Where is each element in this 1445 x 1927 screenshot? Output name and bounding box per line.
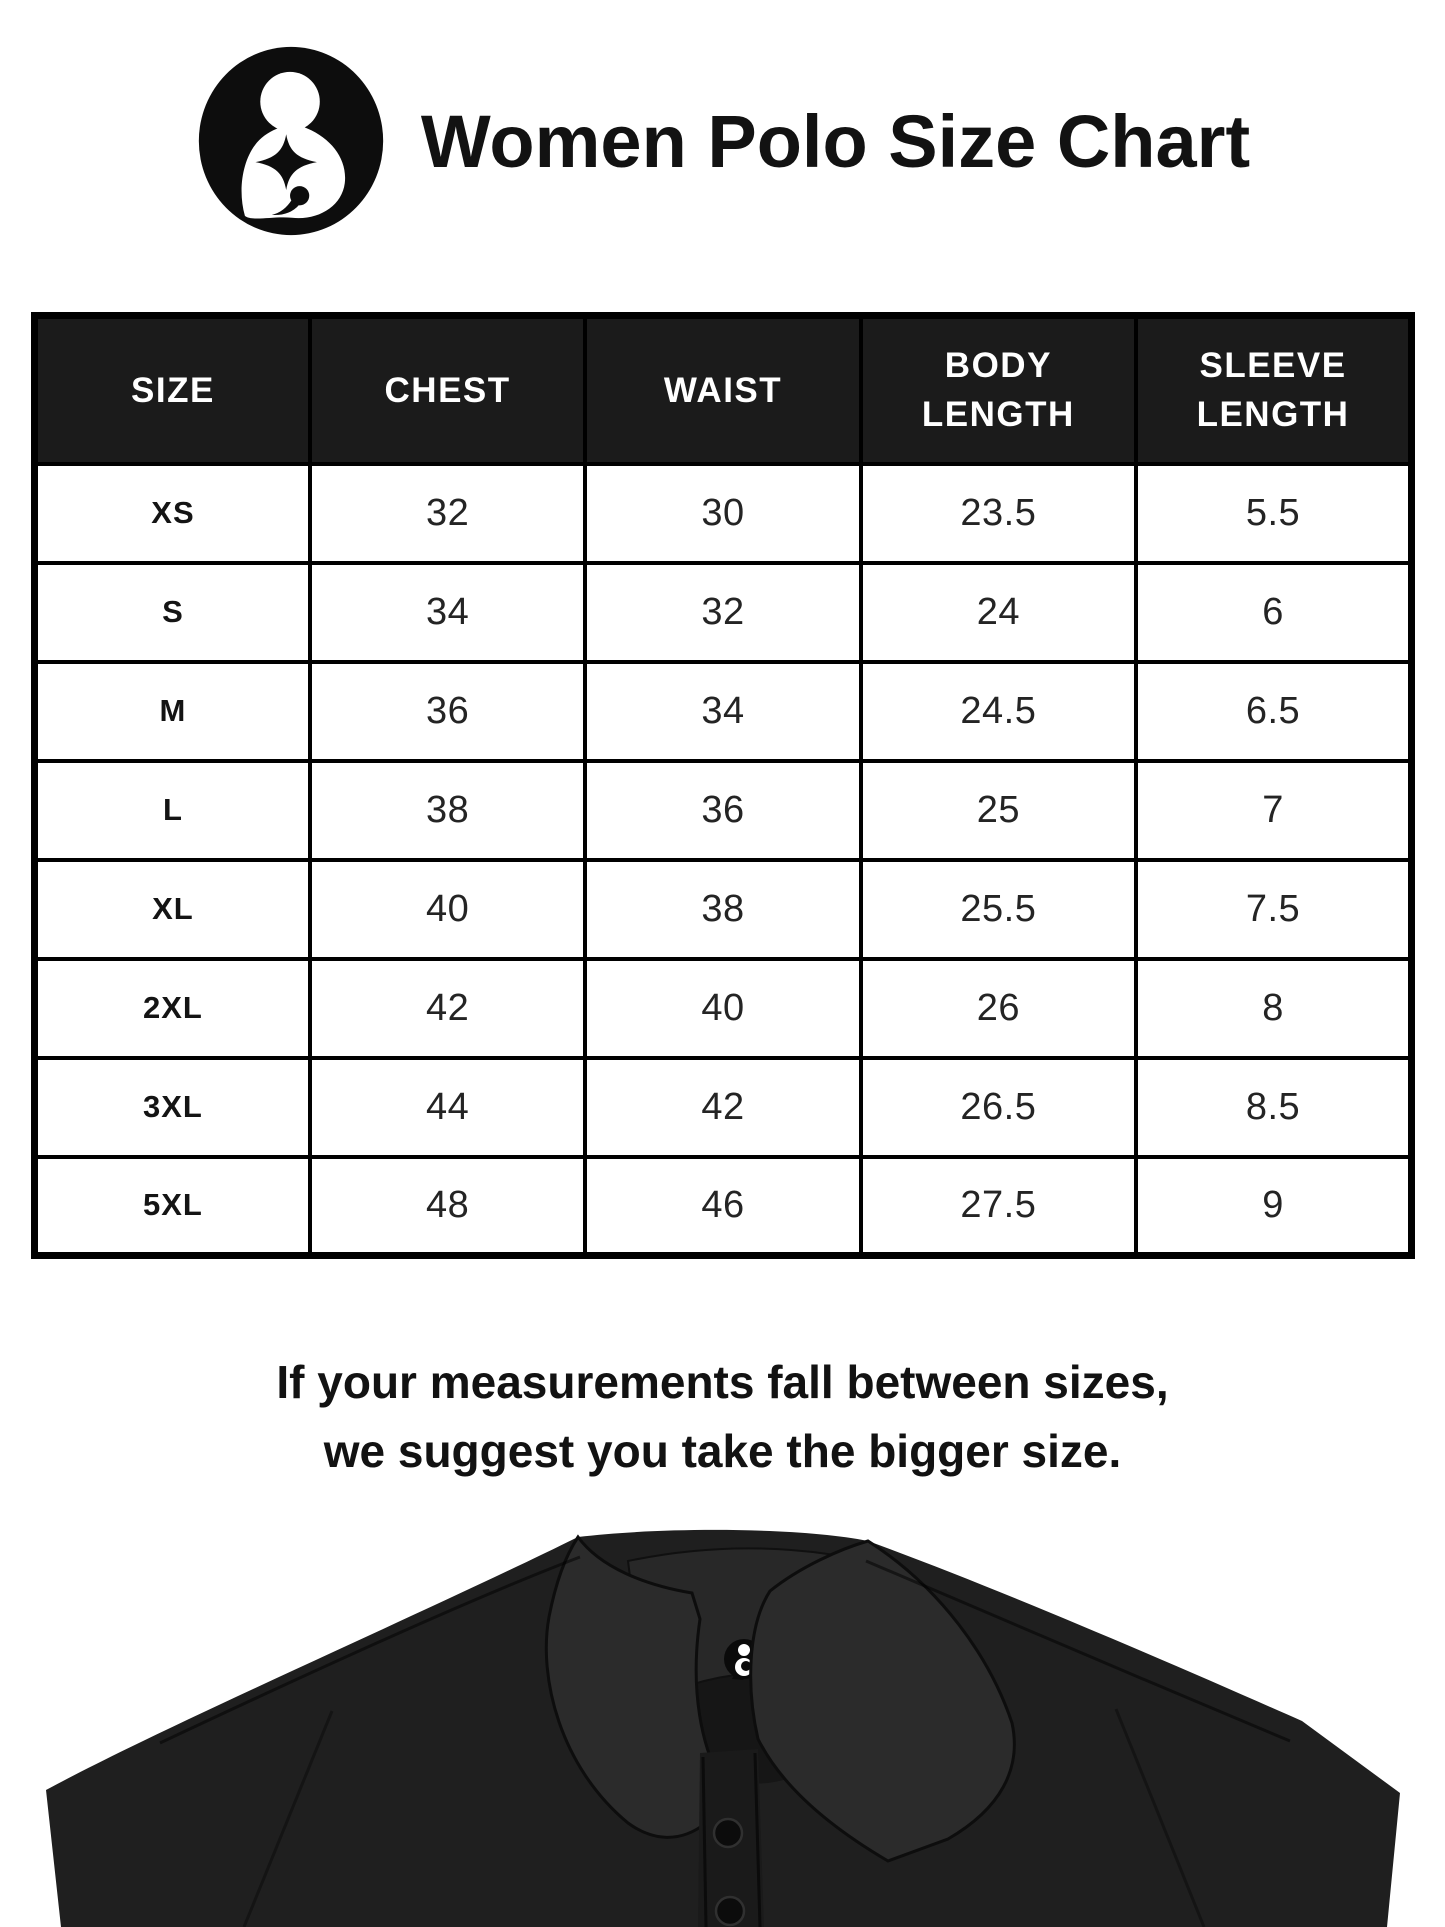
value-cell: 23.5 — [861, 464, 1136, 563]
size-cell: 3XL — [35, 1058, 310, 1157]
page-title: Women Polo Size Chart — [420, 99, 1251, 183]
table-row-s — [35, 563, 1412, 662]
value-cell: 32 — [310, 464, 585, 563]
value-cell: 25.5 — [861, 860, 1136, 959]
size-cell: XS — [35, 464, 310, 563]
column-header-waist: WAIST — [585, 316, 860, 464]
value-cell: 38 — [585, 860, 860, 959]
value-cell: 7.5 — [1136, 860, 1411, 959]
size-chart-table — [31, 312, 1415, 1259]
size-cell: M — [35, 662, 310, 761]
table-row-xs — [35, 464, 1412, 563]
value-cell: 9 — [1136, 1157, 1411, 1256]
value-cell: 34 — [585, 662, 860, 761]
value-cell: 44 — [310, 1058, 585, 1157]
value-cell: 38 — [310, 761, 585, 860]
size-chart-body — [35, 464, 1412, 1256]
size-cell: L — [35, 761, 310, 860]
sizing-note-line1: If your measurements fall between sizes, — [276, 1356, 1169, 1408]
value-cell: 30 — [585, 464, 860, 563]
table-row-5xl — [35, 1157, 1412, 1256]
column-header-size: SIZE — [35, 316, 310, 464]
value-cell: 48 — [310, 1157, 585, 1256]
column-header-chest: CHEST — [310, 316, 585, 464]
table-row-2xl — [35, 959, 1412, 1058]
polo-shirt-image — [0, 1527, 1445, 1927]
value-cell: 25 — [861, 761, 1136, 860]
size-chart-section — [31, 312, 1415, 1259]
sizing-note-line2: we suggest you take the bigger size. — [323, 1425, 1122, 1477]
size-cell: 2XL — [35, 959, 310, 1058]
value-cell: 42 — [310, 959, 585, 1058]
value-cell: 40 — [585, 959, 860, 1058]
value-cell: 46 — [585, 1157, 860, 1256]
value-cell: 32 — [585, 563, 860, 662]
value-cell: 5.5 — [1136, 464, 1411, 563]
size-cell: 5XL — [35, 1157, 310, 1256]
shirt-button-bottom — [716, 1897, 744, 1925]
shirt-button-top — [714, 1819, 742, 1847]
value-cell: 36 — [310, 662, 585, 761]
size-cell: XL — [35, 860, 310, 959]
value-cell: 42 — [585, 1058, 860, 1157]
size-chart-head-row — [35, 316, 1412, 464]
value-cell: 8.5 — [1136, 1058, 1411, 1157]
column-header-body-length: BODY LENGTH — [861, 316, 1136, 464]
value-cell: 40 — [310, 860, 585, 959]
value-cell: 8 — [1136, 959, 1411, 1058]
page-header — [0, 42, 1445, 240]
value-cell: 6.5 — [1136, 662, 1411, 761]
column-header-sleeve-length: SLEEVE LENGTH — [1136, 316, 1411, 464]
value-cell: 26.5 — [861, 1058, 1136, 1157]
value-cell: 27.5 — [861, 1157, 1136, 1256]
value-cell: 36 — [585, 761, 860, 860]
table-row-xl — [35, 860, 1412, 959]
size-cell: S — [35, 563, 310, 662]
sizing-note — [0, 1348, 1445, 1486]
table-row-l — [35, 761, 1412, 860]
size-chart-header — [35, 316, 1412, 464]
value-cell: 24 — [861, 563, 1136, 662]
value-cell: 6 — [1136, 563, 1411, 662]
value-cell: 24.5 — [861, 662, 1136, 761]
table-row-m — [35, 662, 1412, 761]
brand-logo-icon — [195, 44, 387, 238]
value-cell: 34 — [310, 563, 585, 662]
table-row-3xl — [35, 1058, 1412, 1157]
value-cell: 7 — [1136, 761, 1411, 860]
value-cell: 26 — [861, 959, 1136, 1058]
